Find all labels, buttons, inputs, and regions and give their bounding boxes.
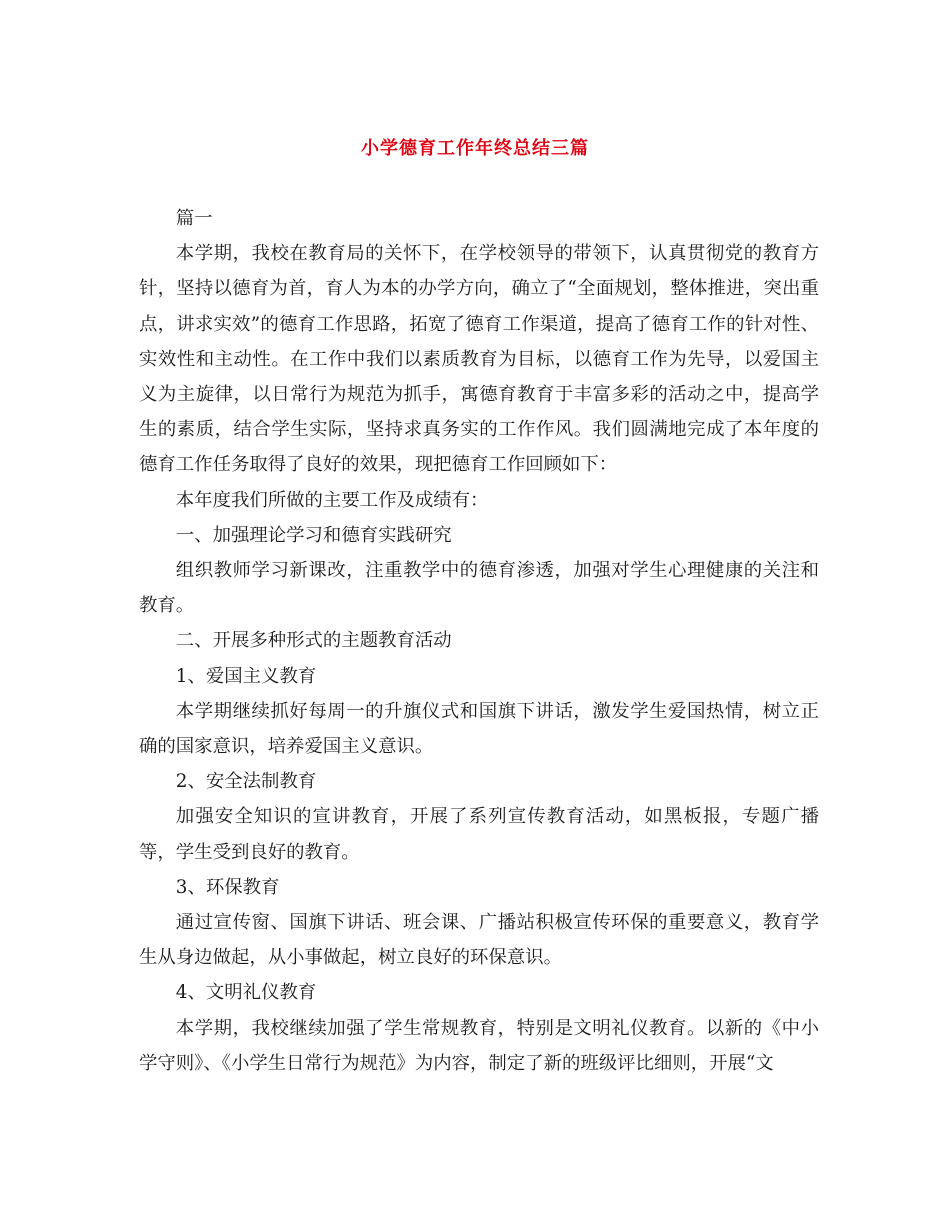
subheading-etiquette: 4、文明礼仪教育	[175, 982, 317, 1004]
paragraph-safety-law: 加强安全知识的宣讲教育，开展了系列宣传教育活动，如黑板报，专题广播等，学生受到良好的教育。	[139, 806, 819, 863]
paragraph-patriotism: 本学期继续抓好每周一的升旗仪式和国旗下讲话，激发学生爱国热情，树立正确的国家意识，培养爱国主义意识。	[139, 700, 819, 758]
paragraph-environment: 通过宣传窗、国旗下讲话、班会课、广播站积极宣传环保的重要意义，教育学生从身边做起，从小事做起，树立良好的环保意识。	[139, 912, 819, 969]
subheading-patriotism: 1、爱国主义教育	[175, 665, 317, 687]
summary-lead-paragraph: 本年度我们所做的主要工作及成绩有：	[175, 489, 489, 511]
subheading-safety-law: 2、安全法制教育	[175, 771, 317, 793]
paragraph-theory-study: 组织教师学习新课改，注重教学中的德育渗透，加强对学生心理健康的关注和教育。	[139, 560, 819, 617]
document-body	[139, 201, 819, 1081]
subheading-environment: 3、环保教育	[175, 876, 280, 898]
heading-theory-study: 一、加强理论学习和德育实践研究	[175, 524, 452, 546]
document-title: 小学德育工作年终总结三篇	[361, 138, 589, 159]
paragraph-etiquette: 本学期，我校继续加强了学生常规教育，特别是文明礼仪教育。以新的《中小学守则》、《小学生日常行为规范》为内容，制定了新的班级评比细则，开展“文	[139, 1017, 819, 1074]
intro-paragraph: 本学期，我校在教育局的关怀下，在学校领导的带领下，认真贯彻党的教育方针，坚持以德育为首，育人为本的办学方向，确立了“全面规划，整体推进，突出重点，讲求实效”的德育工作思路，拓宽了德育工作渠道，提高了德育工作的针对性、实效性和主动性。在工作中我们以素质教育为目标，以德育工作为先导，以爱国主义为主旋律，以日常行为规范为抓手，寓德育教育于丰富多彩的活动之中，提高学生的素质，结合学生实际，坚持求真务实的工作作风。我们圆满地完成了本年度的德育工作任务取得了良好的效果，现把德育工作回顾如下：	[139, 243, 819, 476]
heading-theme-activities: 二、开展多种形式的主题教育活动	[175, 630, 452, 652]
section-heading-pian-yi: 篇一	[175, 208, 213, 229]
